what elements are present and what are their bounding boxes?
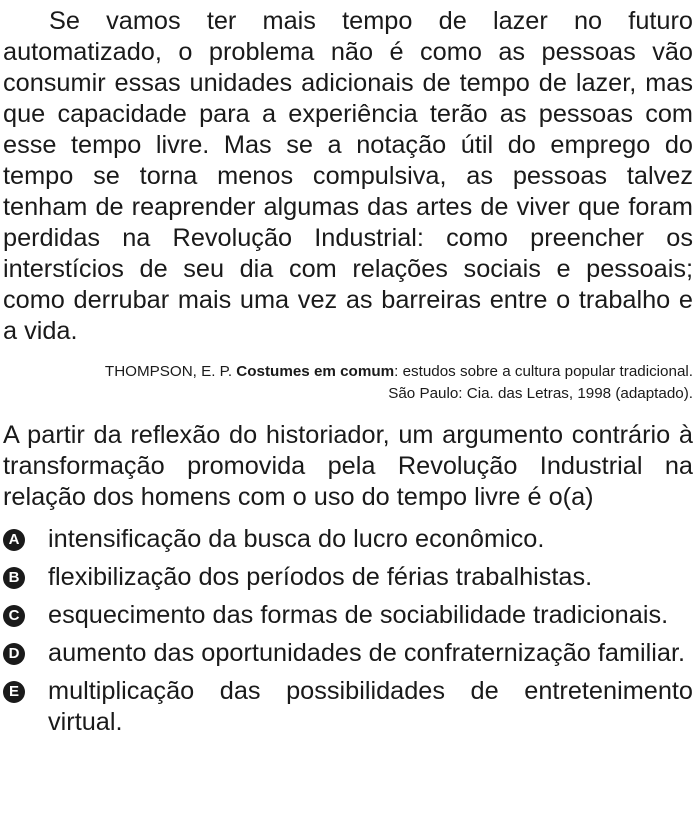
source-citation (3, 361, 693, 405)
source-subtitle: : estudos sobre a cultura popular tradicional. (394, 363, 693, 380)
question-stem: A partir da reflexão do historiador, um argumento contrário à transformação promovida pela Revolução Industrial na relação dos homens com o uso do tempo livre é o(a) (3, 421, 693, 511)
option-text-b: flexibilização dos períodos de férias trabalhistas. (48, 563, 593, 591)
option-letter-e: E (3, 681, 25, 703)
option-d[interactable] (3, 638, 693, 669)
option-text-c: esquecimento das formas de sociabilidade tradicionais. (48, 601, 669, 629)
passage-text: Se vamos ter mais tempo de lazer no futuro automatizado, o problema não é como as pessoas vão consumir essas unidades adicionais de tempo de lazer, mas que capacidade para a experiência terão as pessoas com esse tempo livre. Mas se a notação útil do emprego do tempo se torna menos compulsiva, as pessoas talvez tenham de reaprender algumas das artes de viver que foram perdidas na Revolução Industrial: como preencher os interstícios de seu dia com relações sociais e pessoais; como derrubar mais uma vez as barreiras entre o trabalho e a vida. (3, 7, 693, 345)
option-text-e: multiplicação das possibilidades de entretenimento virtual. (48, 677, 693, 736)
option-text-a: intensificação da busca do lucro econômico. (48, 525, 545, 553)
option-letter-c: C (3, 605, 25, 627)
option-text-d: aumento das oportunidades de confraternização familiar. (48, 639, 686, 667)
option-b[interactable] (3, 562, 693, 593)
option-letter-a: A (3, 529, 25, 551)
answer-options (3, 524, 693, 738)
option-a[interactable] (3, 524, 693, 555)
source-title: Costumes em comum (236, 363, 395, 380)
option-e[interactable] (3, 676, 693, 738)
source-author: THOMPSON, E. P. (104, 363, 237, 380)
option-letter-d: D (3, 643, 25, 665)
option-c[interactable] (3, 600, 693, 631)
option-letter-b: B (3, 567, 25, 589)
source-publisher: São Paulo: Cia. das Letras, 1998 (adaptado). (388, 385, 693, 402)
